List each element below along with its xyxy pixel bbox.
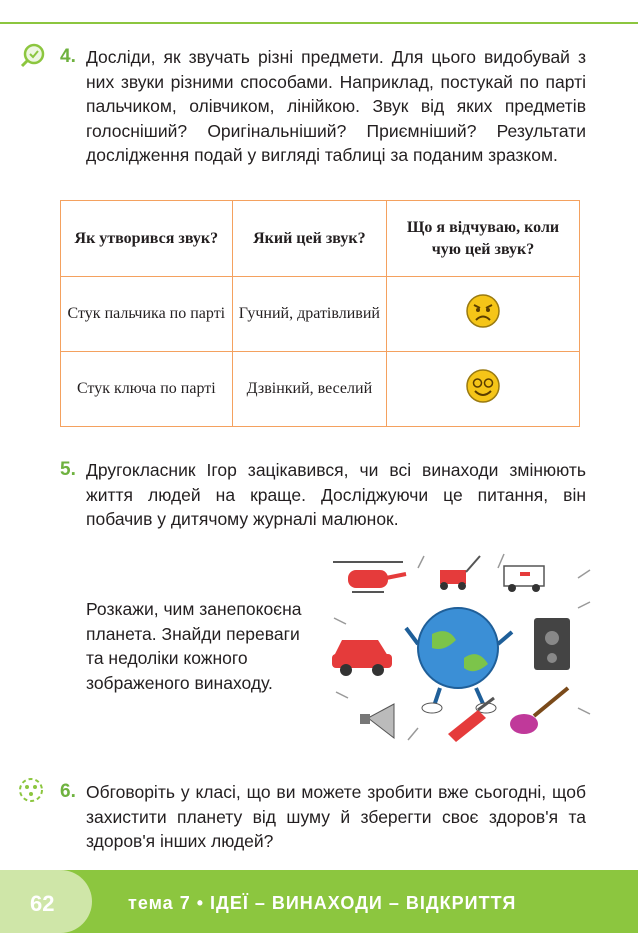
table-cell-quality: Дзвінкий, веселий — [232, 352, 386, 427]
page-number: 62 — [30, 891, 55, 916]
angry-face-icon — [465, 293, 501, 329]
task-5-number: 5. — [60, 459, 76, 480]
happy-face-icon — [465, 368, 501, 404]
globe-icon — [406, 608, 512, 713]
table-cell-feeling — [387, 352, 580, 427]
lawnmower-icon — [440, 556, 480, 590]
planet-noise-illustration — [328, 548, 596, 746]
footer-topic — [128, 893, 516, 914]
table-row — [61, 277, 580, 352]
ambulance-icon — [504, 566, 544, 592]
megaphone-icon — [360, 704, 394, 738]
task-6-number: 6. — [60, 781, 76, 802]
table-cell-source: Стук ключа по парті — [61, 352, 233, 427]
helicopter-icon — [333, 562, 406, 592]
discussion-icon — [14, 774, 48, 806]
magnifier-icon — [18, 40, 50, 72]
speaker-icon — [534, 618, 570, 670]
table-header-row — [61, 201, 580, 277]
table-cell-source: Стук пальчика по парті — [61, 277, 233, 352]
task-5-side-text: Розкажи, чим занепокоєна планета. Знайди переваги та недоліки кожного зображеного винаходу. — [86, 599, 302, 693]
task-5-text: Другокласник Ігор зацікавився, чи всі винаходи змінюють життя людей на краще. Досліджуючи це питання, він побачив у дитячому журналі малюнок. — [86, 460, 586, 529]
topic-title: • ІДЕЇ – ВИНАХОДИ – ВІДКРИТТЯ — [196, 893, 517, 913]
table-header-source: Як утворився звук? — [61, 201, 233, 277]
table-header-quality: Який цей звук? — [232, 201, 386, 277]
top-divider — [0, 22, 638, 24]
task-4-number: 4. — [60, 46, 76, 67]
table-header-feeling: Що я відчуваю, коли чую цей звук? — [387, 201, 580, 277]
research-table — [60, 200, 580, 427]
table-cell-feeling — [387, 277, 580, 352]
drill-icon — [448, 698, 494, 742]
table-row — [61, 352, 580, 427]
table-cell-quality: Гучний, дратівливий — [232, 277, 386, 352]
task-4-text: Досліди, як звучать різні предмети. Для цього видобувай з них звуки різними способами. Наприклад, постукай по парті пальчиком, олівчиком, лінійкою. Звук від яких предметів голосніший? Оригінальніший? Приємніший? Результати дослідження подай у вигляді таблиці за поданим зразком. — [86, 47, 586, 165]
car-icon — [332, 640, 392, 676]
topic-word: тема — [128, 893, 174, 913]
topic-number: 7 — [179, 893, 191, 913]
task-6-text: Обговоріть у класі, що ви можете зробити вже сьогодні, щоб захистити планету від шуму й зберегти своє здоров'я та здоров'я інших людей? — [86, 782, 586, 851]
guitar-icon — [510, 688, 568, 734]
